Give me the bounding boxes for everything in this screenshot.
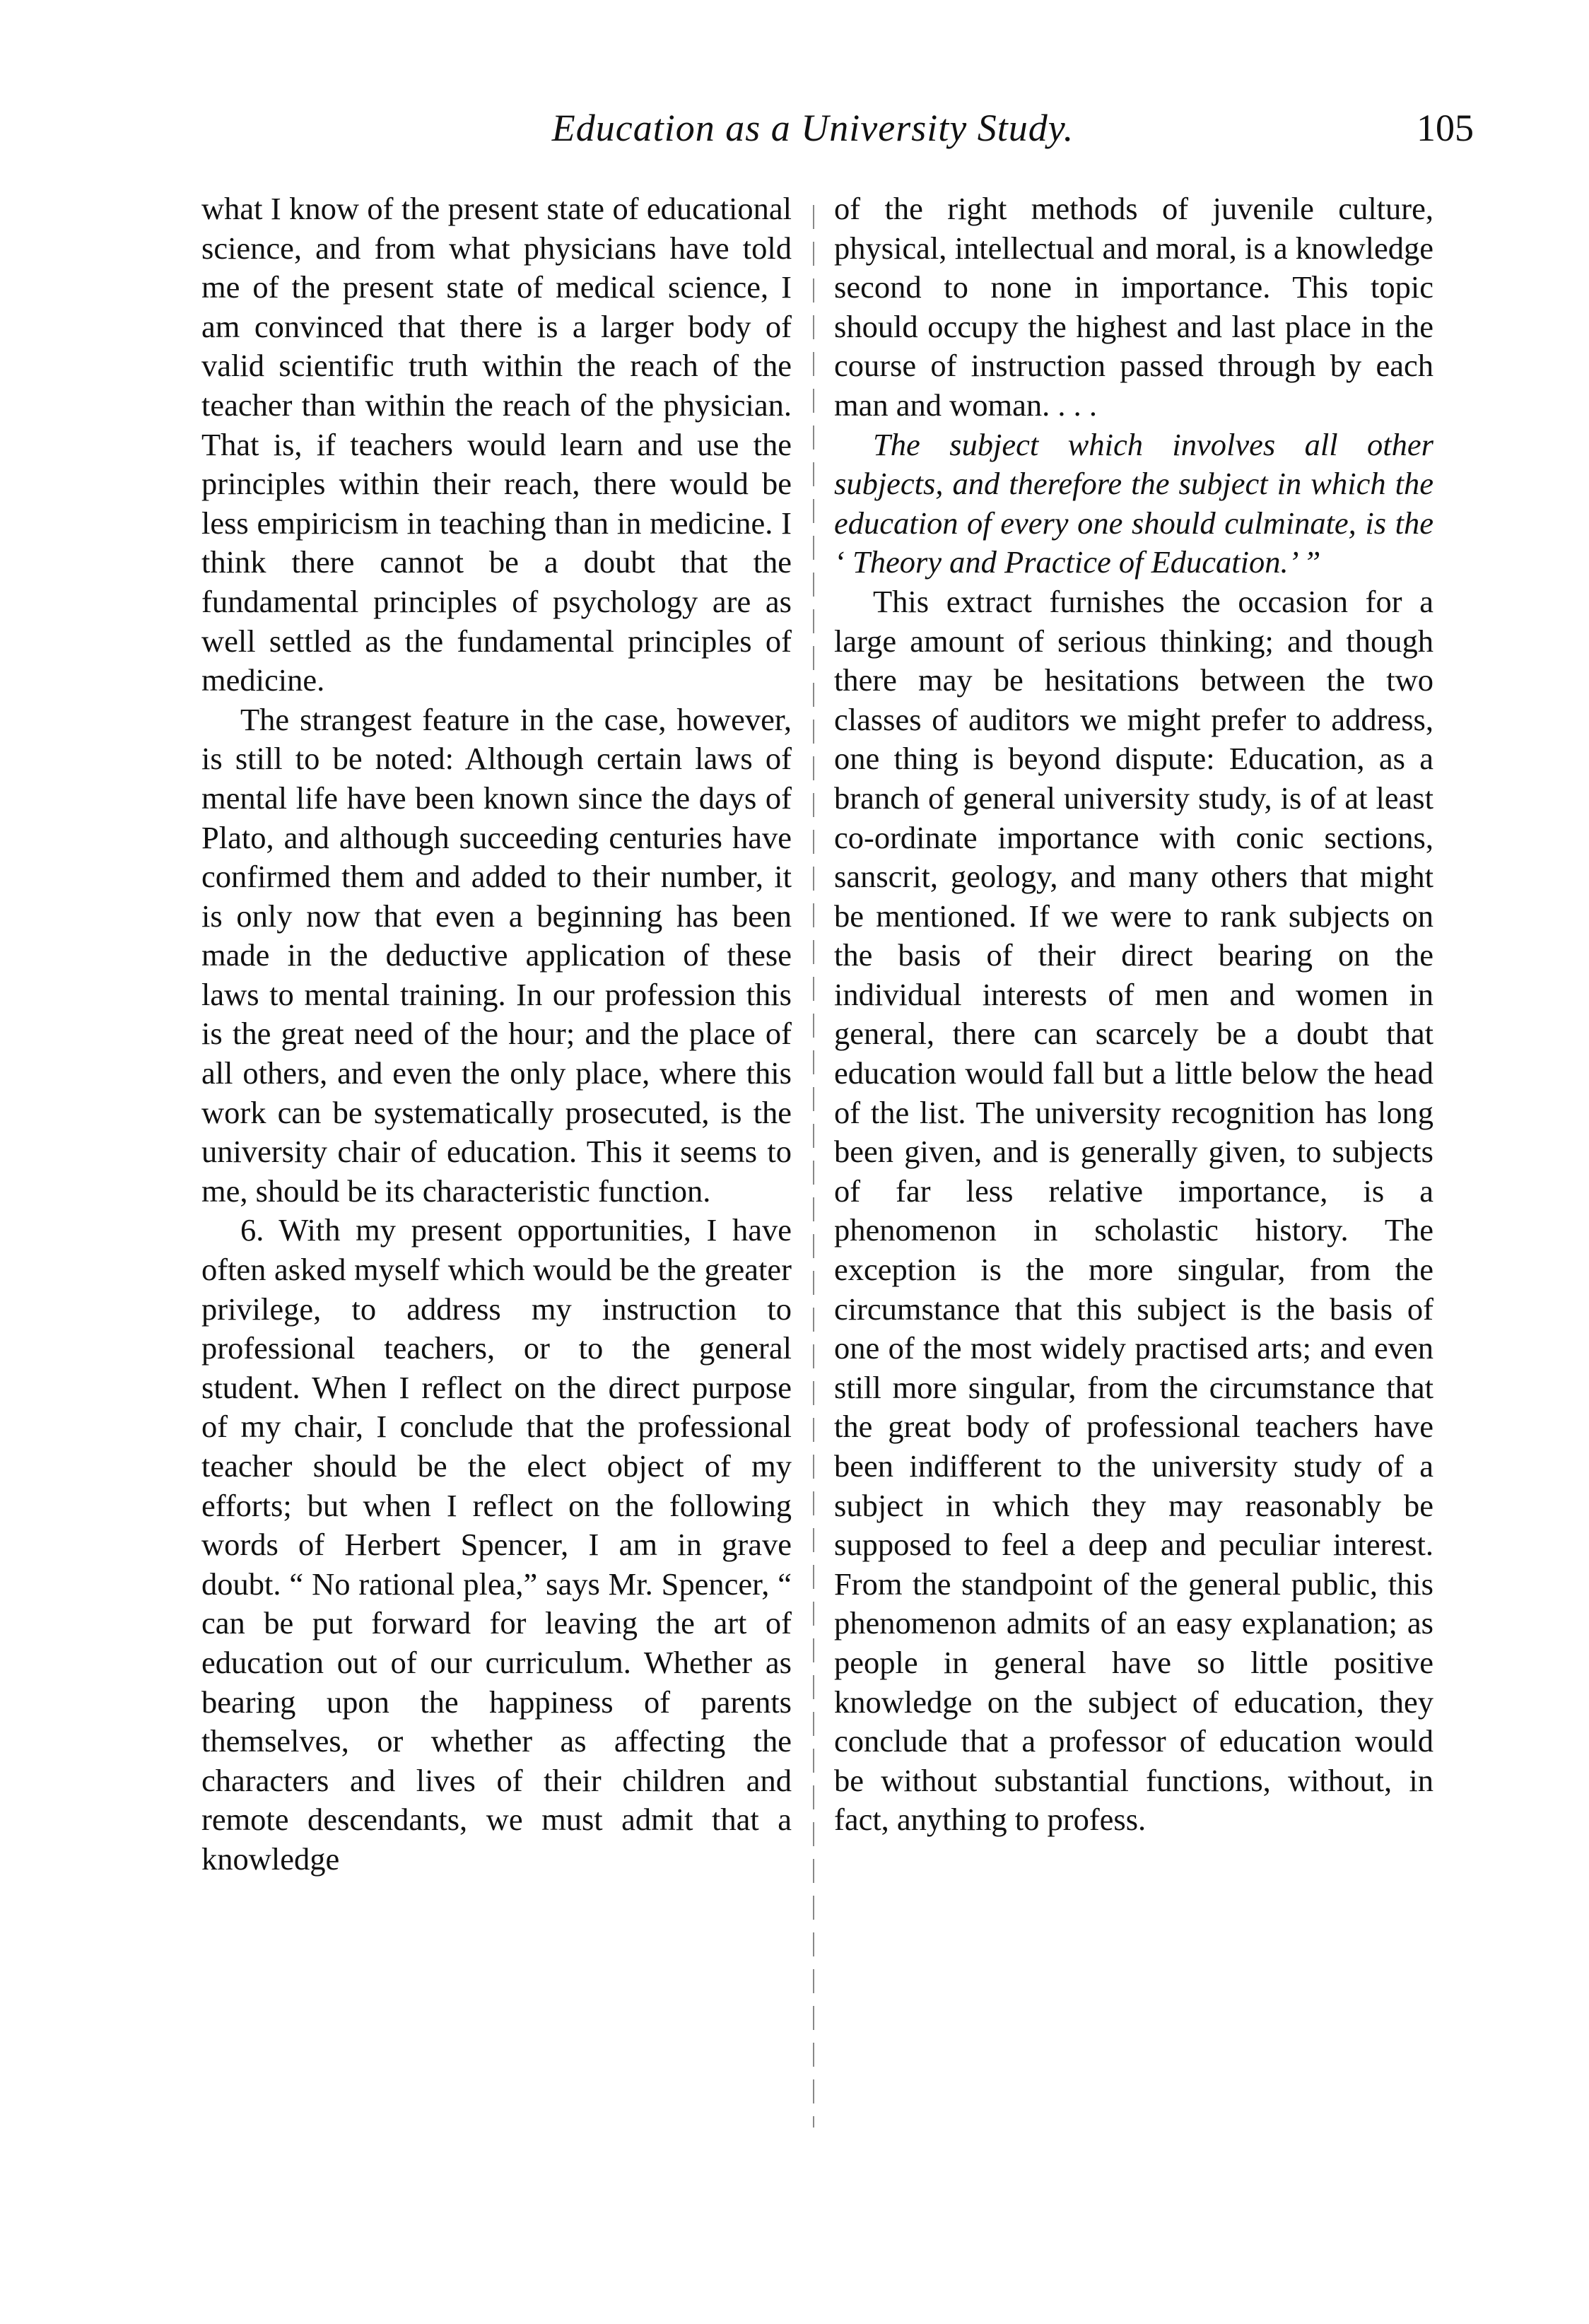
- paragraph: what I know of the present state of educational science, and from what physicians have told me of the present state of medical science, I am convinced that there is a larger body of valid scientific truth within the reach of the teacher than within the reach of the physician. That is, if teachers would learn and use the principles within their reach, there would be less empiricism in teaching than in medicine. I think there cannot be a doubt that the fundamental principles of psychology are as well settled as the fundamental principles of medicine.: [201, 191, 792, 698]
- running-title: Education as a University Study.: [551, 107, 1074, 149]
- paragraph: This extract furnishes the occasion for a large amount of serious thinking; and though there may be hesitations between the two classes of auditors we might prefer to address, one thing is beyond dispute: Education, as a branch of general university study, is of at least co-ordinate importance with conic sections, sanscrit, geology, and many others that might be mentioned. If we were to rank subjects on the basis of their direct bearing on the individual interests of men and women in general, there can scarcely be a doubt that education would fall but a little below the head of the list. The university recognition has long been given, and is generally given, to subjects of far less relative importance, is a phenomenon in scholastic history. The exception is the more singular, from the circumstance that this subject is the basis of one of the most widely practised arts; and even still more singular, from the circumstance that the great body of professional teachers have been indifferent to the university study of a subject in which they may reasonably be supposed to feel a deep and peculiar interest. From the standpoint of the general public, this phenomenon admits of an easy explanation; as people in general have so little positive knowledge on the subject of education, they conclude that a professor of education would be without substantial functions, without, in fact, anything to profess.: [834, 583, 1433, 1838]
- column-divider: [813, 205, 814, 2128]
- right-column: [834, 189, 1433, 1840]
- paragraph: of the right methods of juvenile culture, physical, intellectual and moral, is a knowledge second to none in importance. This topic should occupy the highest and last place in the course of instruction passed through by each man and woman. . . .: [834, 191, 1433, 423]
- italic-quotation: The subject which involves all other subjects, and therefore the subject in which the education of every one should culminate, is the ‘ Theory and Practice of Education.’ ”: [834, 426, 1433, 580]
- paragraph: 6. With my present opportunities, I have often asked myself which would be the greater privilege, to address my instruction to professional teachers, or to the general student. When I reflect on the direct purpose of my chair, I conclude that the professional teacher should be the elect object of my efforts; but when I reflect on the following words of Herbert Spencer, I am in grave doubt. “ No rational plea,” says Mr. Spencer, “ can be put forward for leaving the art of education out of our curriculum. Whether as bearing upon the happiness of parents themselves, or whether as affecting the characters and lives of their children and remote descendants, we must admit that a knowledge: [201, 1212, 792, 1877]
- paragraph: The strangest feature in the case, however, is still to be noted: Although certain laws of mental life have been known since the days of Plato, and although succeeding centuries have confirmed them and added to their number, it is only now that even a beginning has been made in the deductive application of these laws to mental training. In our profession this is the great need of the hour; and the place of all others, and even the only place, where this work can be systematically prosecuted, is the university chair of education. This it seems to me, should be its characteristic function.: [201, 701, 792, 1209]
- page-number: 105: [1417, 107, 1474, 149]
- left-column: [201, 189, 792, 1879]
